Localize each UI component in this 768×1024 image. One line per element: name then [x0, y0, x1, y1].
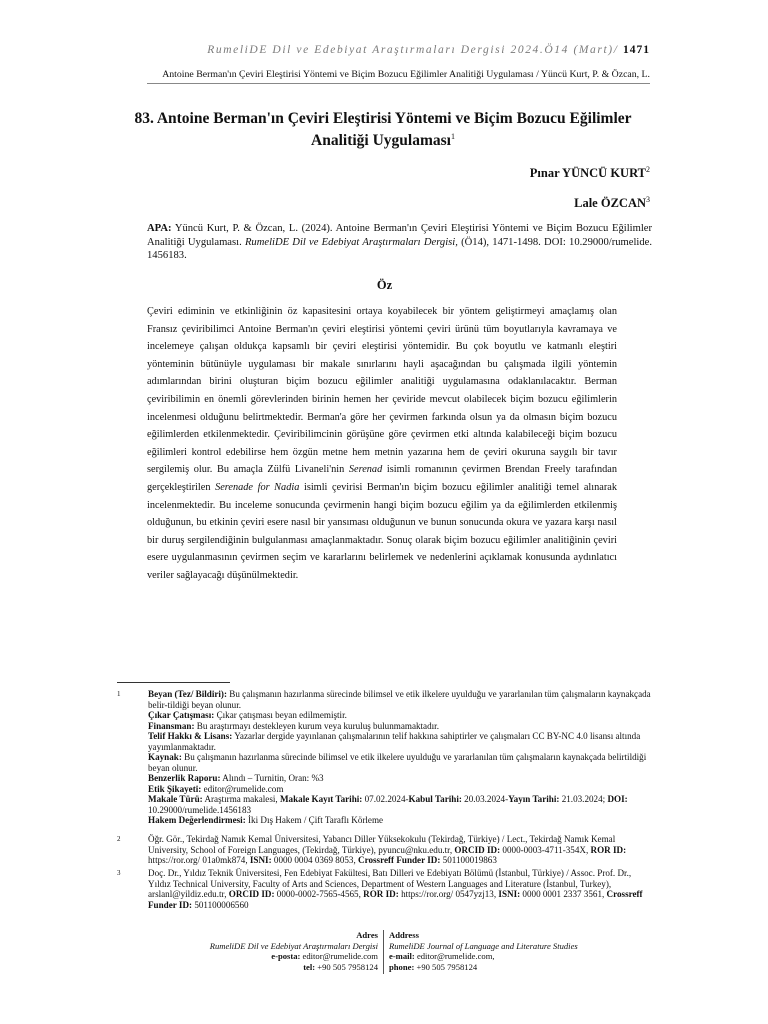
fn3-ror-link[interactable]: https://ror.org/ 0547yzj13, — [401, 889, 497, 899]
author-2 — [574, 195, 650, 211]
address-en-journal: RumeliDE Journal of Language and Literature Studies — [389, 940, 578, 951]
footnote-3-number: 3 — [117, 869, 121, 877]
footnote-3 — [117, 868, 652, 910]
fn3-orcid: 0000-0002-7565-4565, — [276, 889, 361, 899]
title-line-1: 83. Antoine Berman'ın Çeviri Eleştirisi Yöntemi ve Biçim Bozucu Eğilimler — [134, 110, 632, 127]
apa-citation — [147, 222, 652, 263]
fn2-crossref: 501100019863 — [442, 855, 497, 865]
tur-text: Araştırma makalesi, — [204, 794, 278, 804]
fn2-crossref-label: Crossreff Funder ID: — [358, 855, 441, 865]
finans-label: Finansman: — [148, 720, 195, 731]
title-footnote-ref[interactable]: 1 — [450, 132, 455, 141]
header-divider — [147, 83, 650, 84]
apa-journal: RumeliDE Dil ve Edebiyat Araştırmaları Dergisi, — [244, 236, 458, 248]
address-english — [389, 930, 649, 972]
author-2-footnote-ref[interactable]: 3 — [646, 195, 650, 204]
abstract-part-1: Çeviri ediminin ve etkinliğinin öz kapasitesini ortaya koyabilecek bir yöntem geliştirmeyi amaçlamış olan Fransız çeviribilimci Antoine Berman'ın çeviri eleştirisi yöntemi çeviri ürünü tüm boyutlarıyla kavramaya ve incelemeye çalışan oldukça kapsamlı bir çeviri eleştirisi yöntemidir. Bu çok boyutlu ve katmanlı eleştiri yönteminin bütünüyle uygulaması bir makale sınırlarını hayli aşacağından bu çalışmada ilgili yöntemin adımlarından birini oluşturan biçim bozucu eğilimler analitiği uygulamasına odaklanılacaktır. Berman çeviribilimin en önemli görevlerinden birinin hemen her çeviride mevcut olabilecek biçim bozucu eğilimlerin incelenmesi olduğunu belirtmektedir. Berman'a göre her çevirmen farkında olsun ya da olmasın biçim bozucu eğilimlerden etkilenmektedir. Çeviribilimcinin görüşüne göre çevirmen etki altında kalabileceği biçim bozucu eğilimleri kontrol edebilirse hem özgün metne hem metnin yazarına hem de çeviri okuruna saygılı bir tavır sergilemiş olur. Bu amaçla Zülfü Livaneli'nin — [147, 306, 617, 476]
address-en-email[interactable]: editor@rumelide.com, — [416, 951, 495, 961]
abstract-part-2: isimli romanının çevirmen Brendan Freely tarafından gerçekleştirilen — [147, 464, 618, 493]
article-title — [128, 110, 638, 150]
author-1 — [530, 165, 650, 181]
journal-running-title: RumeliDE Dil ve Edebiyat Araştırmaları Dergisi 2024.Ö14 (Mart)/ — [207, 44, 619, 56]
kayit-label: Makale Kayıt Tarihi: — [279, 794, 363, 804]
etik-email-link[interactable]: editor@rumelide.com — [203, 783, 284, 794]
fn2-orcid-label: ORCID ID: — [454, 844, 501, 855]
apa-text-1: Yüncü Kurt, P. & Özcan, L. (2024). Antoine Berman'ın Çeviri Eleştirisi Yöntemi ve Biçim Bozucu Eğilimler Analitiği Uygulaması. — [147, 223, 652, 248]
address-tr-heading: Adres — [356, 930, 378, 940]
kayit-date: 07.02.2024- — [364, 794, 409, 804]
fn2-orcid: 0000-0003-4711-354X, — [502, 844, 589, 855]
address-turkish — [147, 930, 378, 972]
yayin-label: Yayın Tarihi: — [508, 794, 560, 804]
etik-label: Etik Şikayeti: — [148, 783, 202, 794]
fn2-isni-label: ISNI: — [249, 855, 272, 865]
running-header — [207, 44, 650, 56]
telif-label: Telif Hakkı & Lisans: — [148, 731, 233, 741]
abstract-heading: Öz — [376, 278, 393, 292]
abstract-novel-title: Serenad — [348, 464, 383, 476]
fn3-isni: 0000 0001 2337 3561, — [522, 889, 605, 899]
address-en-phone: +90 505 7958124 — [416, 961, 478, 972]
doi-link[interactable]: 10.29000/rumelide.1456183 — [148, 804, 252, 815]
title-line-2: Analitiği Uygulaması — [311, 132, 451, 150]
address-en-email-label: e-mail: — [389, 951, 415, 961]
fn2-ror-label: ROR ID: — [590, 844, 627, 855]
fn3-orcid-label: ORCID ID: — [228, 889, 275, 899]
address-tr-email-label: e-posta: — [271, 951, 301, 961]
address-tr-tel-label: tel: — [303, 961, 316, 972]
abstract-translation-title: Serenade for Nadia — [215, 481, 300, 493]
apa-label: APA: — [147, 223, 172, 234]
cikar-text: Çıkar çatışması beyan edilmemiştir. — [216, 710, 347, 720]
cikar-label: Çıkar Çatışması: — [148, 710, 215, 720]
kabul-date: 20.03.2024- — [464, 794, 509, 804]
address-tr-journal: RumeliDE Dil ve Edebiyat Araştırmaları Dergisi — [209, 940, 378, 951]
hakem-text: İki Dış Hakem / Çift Taraflı Körleme — [248, 815, 384, 825]
footnote-2 — [117, 834, 652, 866]
tur-label: Makale Türü: — [148, 794, 203, 804]
abstract-part-3: isimli çevirisi Berman'ın biçim bozucu eğilimler analitiği temel alınarak incelenmektedir. Bu inceleme sonucunda çevirmenin hangi biçim bozucu eğilim ya da eğilimlerden etkilenmiş olduğunun, bu etkinin çeviri esere nasıl bir yansıması olduğunun ve bunun sonucunda okura ve yazara karşı nasıl bir duruş sergilendiğinin bulgulanması amaçlanmaktadır. Sonuç olarak biçim bozucu eğilimler analitiğinin çeviri esere uygulanmasının çevirmen seçim ve kararlarını belirlemek ve nedenlerini açıklamak konusunda aydınlatıcı veriler sağlayacağı düşünülmektedir. — [147, 481, 617, 581]
address-tr-email[interactable]: editor@rumelide.com — [302, 951, 378, 961]
fn3-isni-label: ISNI: — [498, 889, 521, 899]
kaynak-label: Kaynak: — [148, 752, 182, 762]
fn2-affiliation: Öğr. Gör., Tekirdağ Namık Kemal Üniversitesi, Yabancı Diller Yüksekokulu (Tekirdağ, Türkiye) / Lect., Tekirdağ Namık Kemal University, School of Foreign Languages, (Tekirdağ, Türkiye), pyuncu@nku.edu.tr, — [148, 834, 616, 855]
footnote-1-number: 1 — [117, 690, 121, 698]
abstract-body — [147, 303, 617, 585]
author-2-name: Lale ÖZCAN — [574, 196, 646, 211]
author-1-footnote-ref[interactable]: 2 — [646, 165, 650, 174]
fn2-isni: 0000 0004 0369 8053, — [273, 855, 356, 865]
fn3-crossref-label: Crossreff Funder ID: — [148, 889, 643, 910]
footnote-separator — [117, 682, 230, 683]
footnote-1 — [117, 689, 652, 826]
fn3-affiliation: Doç. Dr., Yıldız Teknik Üniversitesi, Fen Edebiyat Fakültesi, Batı Dilleri ve Edebiyatı Bölümü (İstanbul, Türkiye) / Assoc. Prof. Dr., Yıldız Technical University, Faculty of Arts and Sciences, Department of Western Languages and Literature (İstanbul, Turkey), arslanl@yildiz.edu.tr, — [148, 868, 632, 899]
telif-text: Yazarlar dergide yayınlanan çalışmalarının telif hakkına sahiptirler ve çalışmaları CC BY-NC 4.0 lisansı altında yayımlanmaktadır. — [148, 731, 641, 752]
benzerlik-label: Benzerlik Raporu: — [148, 773, 221, 783]
fn3-crossref: 501100006560 — [194, 899, 249, 910]
fn3-ror-label: ROR ID: — [363, 889, 399, 899]
kabul-label: Kabul Tarihi: — [408, 794, 462, 804]
address-tr-tel: +90 505 7958124 — [317, 961, 378, 972]
doi-label: DOI: — [607, 794, 628, 804]
benzerlik-text: Alındı – Turnitin, Oran: %3 — [222, 773, 324, 783]
article-running-title: Antoine Berman'ın Çeviri Eleştirisi Yöntemi ve Biçim Bozucu Eğilimler Analitiği Uygulaması / Yüncü Kurt, P. & Özcan, L. — [162, 69, 650, 80]
beyan-text: Bu çalışmanın hazırlanma sürecinde bilimsel ve etik ilkelere uyulduğu ve yararlanılan tüm çalışmaların kaynakçada belir-tildiği beyan olunur. — [148, 689, 651, 710]
fn2-ror-link[interactable]: https://ror.org/ 01a0mk874, — [148, 855, 248, 865]
beyan-label: Beyan (Tez/ Bildiri): — [148, 689, 227, 699]
page-number: 1471 — [623, 44, 650, 56]
hakem-label: Hakem Değerlendirmesi: — [148, 815, 246, 825]
address-divider — [383, 930, 384, 974]
kaynak-text: Bu çalışmanın hazırlanma sürecinde bilimsel ve etik ilkelere uyulduğu ve yararlanılan tüm çalışmaların kaynakçada belirtildiği beyan olunur. — [148, 752, 647, 773]
address-en-heading: Address — [389, 930, 419, 940]
author-1-name: Pınar YÜNCÜ KURT — [529, 166, 646, 181]
finans-text: Bu araştırmayı destekleyen kurum veya kuruluş bulunmamaktadır. — [196, 720, 439, 731]
apa-text-2: (Ö14), 1471-1498. DOI: 10.29000/rumelide. 1456183. — [147, 236, 653, 261]
address-en-phone-label: phone: — [389, 961, 415, 972]
yayin-date: 21.03.2024; — [561, 794, 606, 804]
footnote-2-number: 2 — [117, 835, 121, 843]
